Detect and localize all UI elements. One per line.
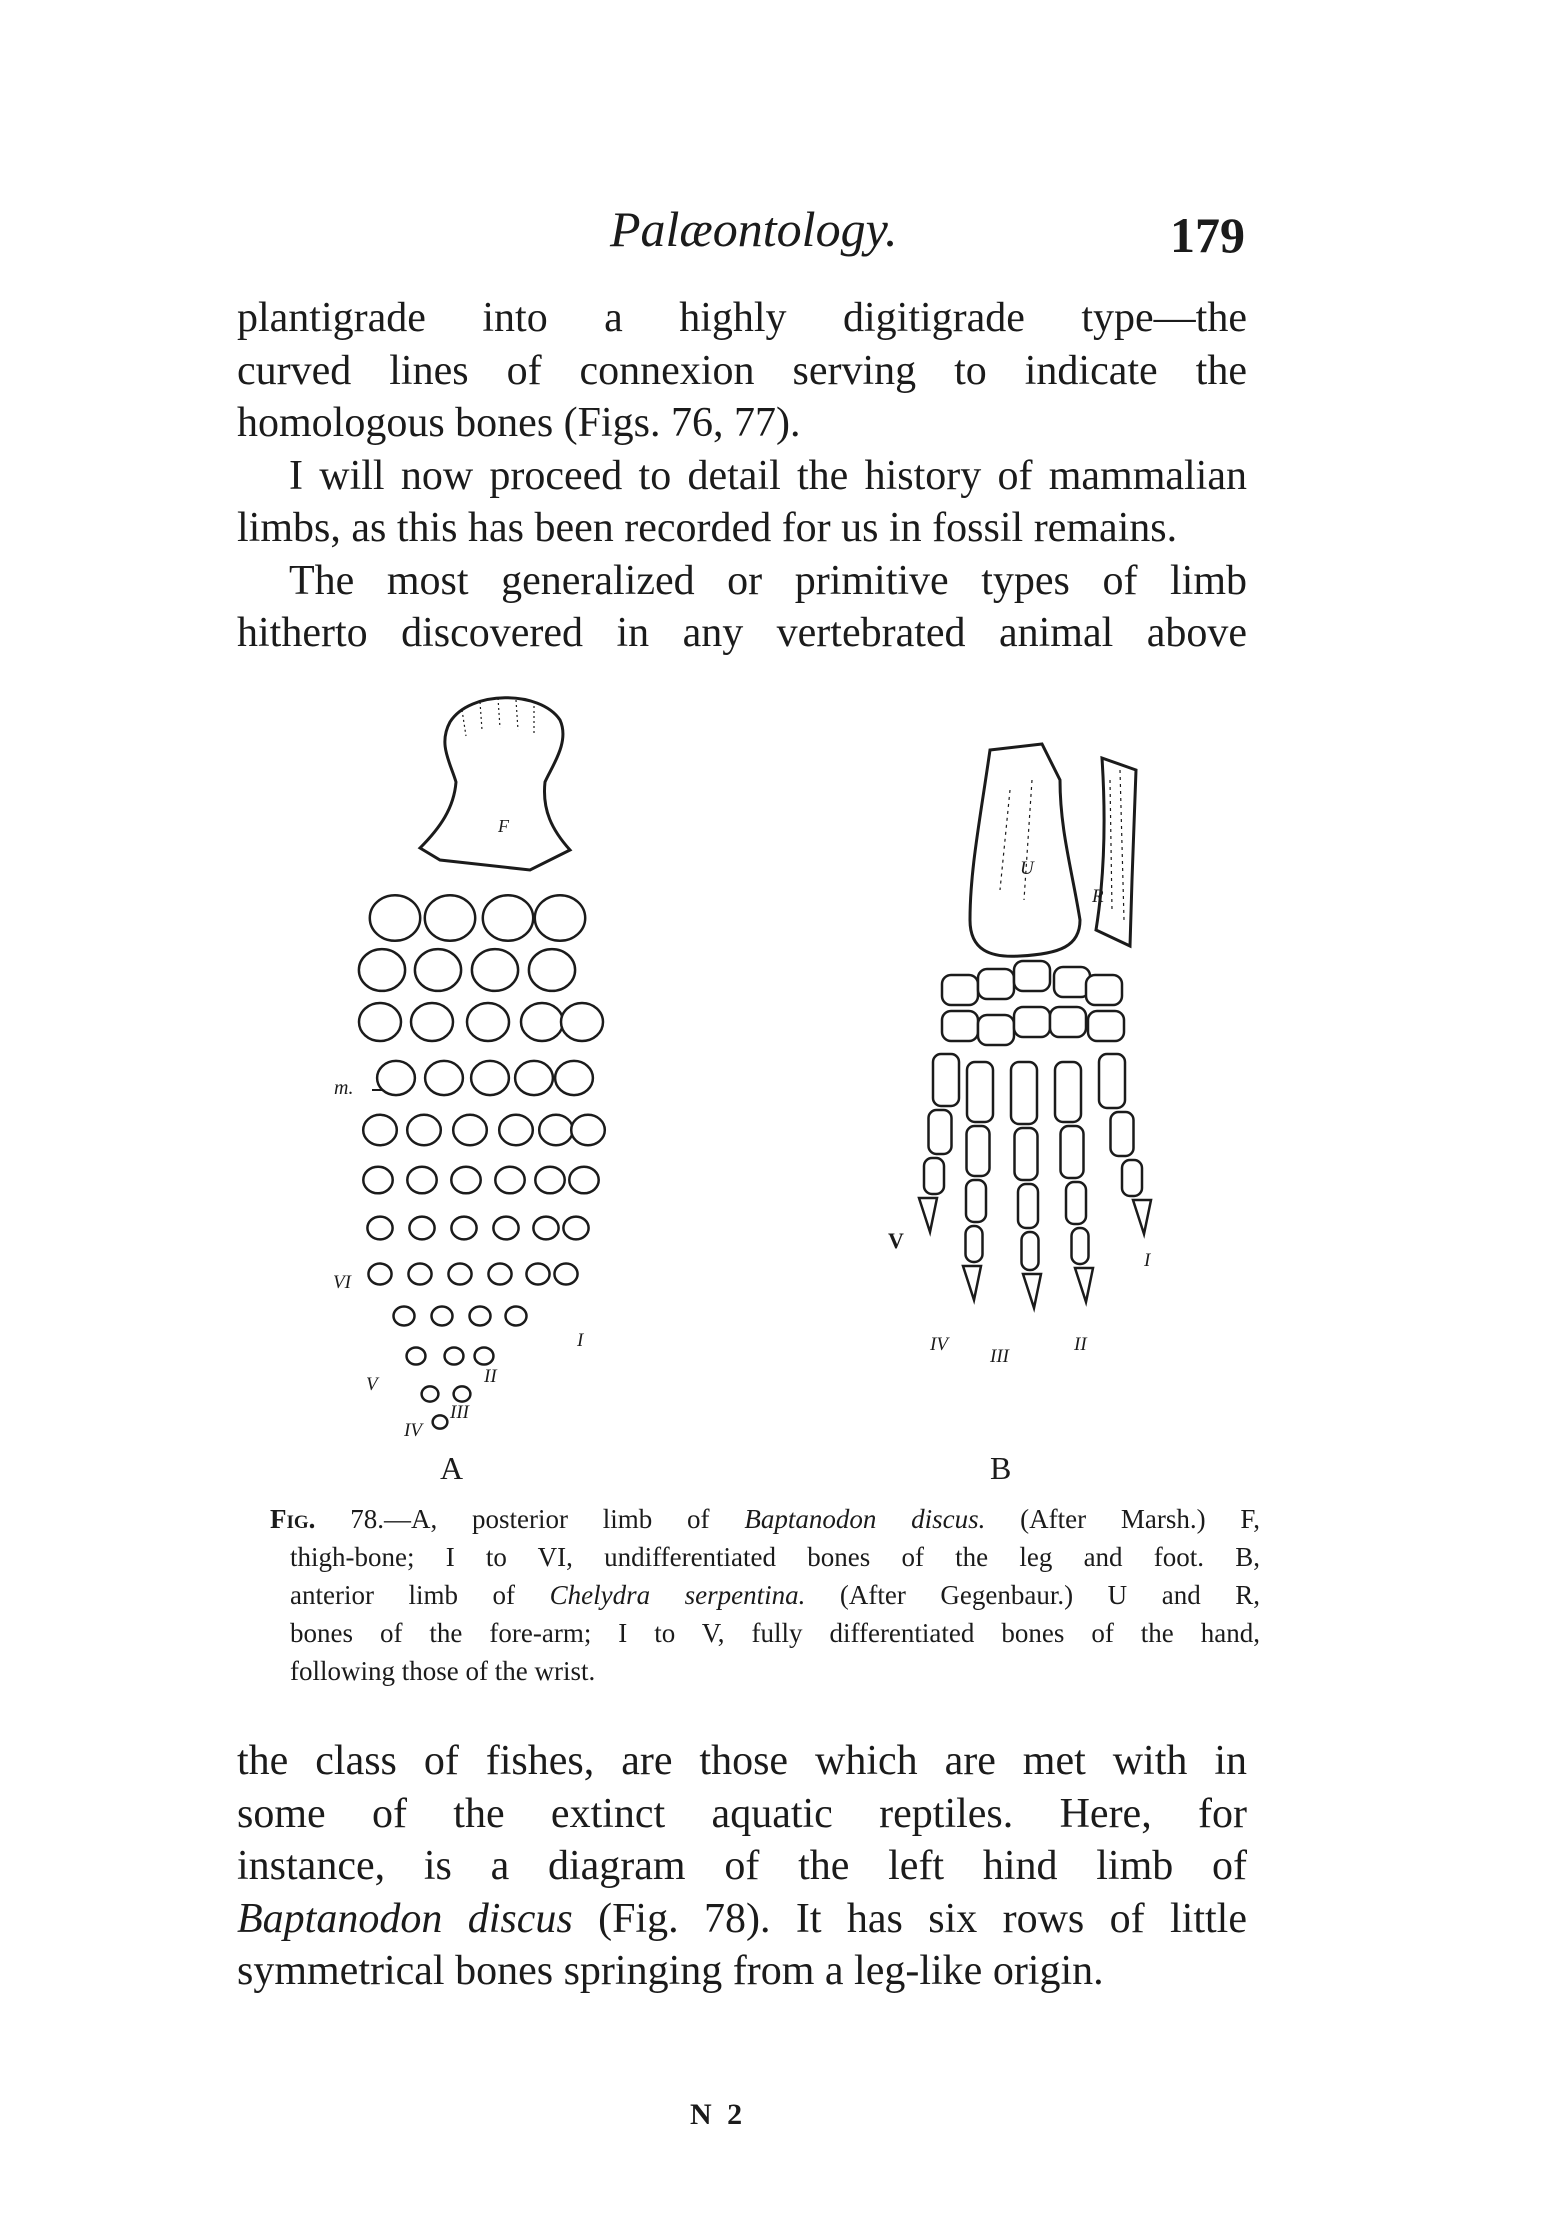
carpal-bone	[1054, 967, 1090, 997]
carpal-bone	[942, 1011, 978, 1041]
limb-bone	[529, 949, 575, 991]
limb-bone	[425, 1061, 463, 1095]
limb-bone	[535, 895, 585, 941]
digit-label-iii: III	[990, 1346, 1009, 1367]
page-number: 179	[1170, 207, 1245, 263]
limb-bone	[408, 1264, 431, 1285]
digit-label-v: V	[888, 1228, 904, 1253]
limb-bone	[422, 1386, 439, 1401]
text-line: curved lines of connexion serving to indicate the	[237, 347, 1247, 394]
phalanx-bone	[929, 1110, 952, 1154]
text-line: some of the extinct aquatic reptiles. Here, for	[237, 1790, 1247, 1837]
row-label-vi: VI	[333, 1272, 351, 1293]
phalanx-bone	[1066, 1182, 1086, 1224]
text-line: limbs, as this has been recorded for us in fossil remains.	[237, 505, 1178, 551]
carpal-bone	[978, 969, 1014, 999]
text-line: The most generalized or primitive types of limb	[289, 557, 1247, 604]
species-name: Baptanodon discus	[237, 1895, 573, 1942]
phalanx-bone	[966, 1180, 986, 1222]
limb-bone	[470, 1307, 491, 1326]
limb-bone	[571, 1115, 605, 1145]
phalanx-bone	[1055, 1062, 1081, 1122]
text-line: homologous bones (Figs. 76, 77).	[237, 400, 801, 446]
carpal-bone	[1086, 975, 1122, 1005]
caption-line: thigh-bone; I to VI, undifferentiated bones of the leg and foot. B,	[290, 1542, 1260, 1572]
phalanges-a	[359, 895, 605, 1428]
limb-bone	[409, 1217, 434, 1240]
label-m: m.	[334, 1077, 354, 1099]
limb-bone	[359, 949, 405, 991]
digit-label-ii: II	[1074, 1334, 1087, 1355]
carpal-bone	[978, 1015, 1014, 1045]
caption-line: bones of the fore-arm; I to V, fully differentiated bones of the hand,	[290, 1618, 1260, 1648]
phalanx-bone	[1111, 1112, 1134, 1156]
figure-78	[320, 670, 1240, 1486]
limb-bone	[495, 1167, 524, 1194]
phalanx-bone	[924, 1158, 944, 1194]
carpal-bone	[1014, 1007, 1050, 1037]
limb-bone	[569, 1167, 598, 1194]
limb-bone	[394, 1307, 415, 1326]
caption-line: anterior limb of Chelydra serpentina. (After Gegenbaur.) U and R,	[290, 1580, 1260, 1610]
digit-label-iv: IV	[930, 1334, 948, 1355]
limb-bone	[471, 1061, 509, 1095]
hand-bones	[919, 961, 1151, 1308]
text-line: instance, is a diagram of the left hind limb of	[237, 1843, 1247, 1889]
digit-label-i: I	[1144, 1250, 1151, 1271]
limb-bone	[467, 1003, 509, 1041]
phalanx-bone	[1022, 1232, 1039, 1270]
limb-bone	[415, 949, 461, 991]
limb-bone	[370, 895, 420, 941]
row-label-iii: III	[450, 1402, 469, 1423]
limb-bone	[475, 1347, 494, 1364]
row-label-ii: II	[484, 1366, 497, 1387]
limb-bone	[515, 1061, 553, 1095]
row-label-i: I	[577, 1330, 584, 1351]
ulna-radius	[970, 744, 1136, 956]
phalanx-bone	[1018, 1184, 1038, 1228]
phalanx-bone	[966, 1226, 983, 1262]
limb-bone	[499, 1115, 533, 1145]
limb-bone	[359, 1003, 401, 1041]
limb-bone	[407, 1167, 436, 1194]
claw	[1133, 1200, 1151, 1234]
limb-bone	[433, 1415, 448, 1428]
limb-bone	[411, 1003, 453, 1041]
limb-bone	[472, 949, 518, 991]
limb-illustration	[320, 670, 1240, 1441]
limb-bone	[363, 1115, 397, 1145]
caption-line: Fig. 78.—A, posterior limb of Baptanodon discus. (After Marsh.) F,	[270, 1504, 1261, 1534]
row-label-iv: IV	[404, 1420, 422, 1441]
limb-bone	[454, 1386, 471, 1401]
page-header	[0, 200, 1543, 270]
phalanx-bone	[967, 1062, 993, 1122]
limb-bone	[526, 1264, 549, 1285]
limb-bone	[451, 1167, 480, 1194]
limb-bone	[506, 1307, 527, 1326]
caption-fig-number: 78.	[350, 1504, 384, 1534]
limb-bone	[448, 1264, 471, 1285]
running-title: Palæontology.	[610, 201, 898, 257]
text-line: Baptanodon discus (Fig. 78). It has six rows of little	[237, 1895, 1247, 1942]
carpal-bone	[942, 975, 978, 1005]
phalanx-bone	[1099, 1054, 1125, 1108]
figure-caption	[270, 1500, 1260, 1690]
phalanx-bone	[933, 1054, 959, 1106]
top-paragraphs	[237, 292, 1247, 660]
limb-bone	[533, 1217, 558, 1240]
limb-bone	[445, 1347, 464, 1364]
limb-bone	[488, 1264, 511, 1285]
label-r: R	[1092, 886, 1104, 907]
limb-bone	[377, 1061, 415, 1095]
limb-bone	[535, 1167, 564, 1194]
phalanx-bone	[967, 1126, 990, 1176]
claw	[1075, 1268, 1093, 1302]
limb-bone	[483, 895, 533, 941]
label-u: U	[1020, 858, 1034, 879]
limb-bone	[539, 1115, 573, 1145]
phalanx-bone	[1061, 1126, 1084, 1178]
text-line: I will now proceed to detail the history of mammalian	[289, 452, 1247, 499]
claw	[919, 1198, 937, 1232]
limb-bone	[367, 1217, 392, 1240]
limb-bone	[451, 1217, 476, 1240]
signature-mark: N 2	[690, 2098, 747, 2131]
claw	[1023, 1274, 1041, 1308]
limb-bone	[432, 1307, 453, 1326]
limb-bone	[554, 1264, 577, 1285]
phalanx-bone	[1122, 1160, 1142, 1196]
species-name: Chelydra serpentina.	[549, 1580, 806, 1610]
claw	[963, 1266, 981, 1300]
limb-bone	[561, 1003, 603, 1041]
phalanx-bone	[1072, 1228, 1089, 1264]
limb-bone	[453, 1115, 487, 1145]
row-label-v: V	[366, 1374, 378, 1395]
label-f: F	[498, 816, 509, 836]
limb-bone	[493, 1217, 518, 1240]
limb-bone	[555, 1061, 593, 1095]
species-name: Baptanodon discus.	[744, 1504, 986, 1534]
limb-bone	[407, 1347, 426, 1364]
carpal-bone	[1014, 961, 1050, 991]
limb-bone	[563, 1217, 588, 1240]
caption-line: following those of the wrist.	[290, 1656, 596, 1686]
text-line: symmetrical bones springing from a leg-like origin.	[237, 1948, 1104, 1994]
caption-fig-label: Fig.	[270, 1504, 316, 1534]
carpal-bone	[1050, 1007, 1086, 1037]
panel-letter-a: A	[440, 1450, 464, 1486]
text-line: hitherto discovered in any vertebrated animal above	[237, 610, 1247, 656]
limb-bone	[521, 1003, 563, 1041]
panel-letter-b: B	[990, 1450, 1012, 1486]
limb-bone	[368, 1264, 391, 1285]
text-line: the class of fishes, are those which are met with in	[237, 1738, 1247, 1784]
femur-bone	[420, 698, 570, 870]
limb-bone	[363, 1167, 392, 1194]
phalanx-bone	[1011, 1062, 1037, 1124]
limb-bone	[407, 1115, 441, 1145]
text-line: plantigrade into a highly digitigrade type—the	[237, 295, 1247, 341]
limb-bone	[425, 895, 475, 941]
phalanx-bone	[1015, 1128, 1038, 1180]
carpal-bone	[1088, 1011, 1124, 1041]
bottom-paragraph	[237, 1735, 1247, 1998]
